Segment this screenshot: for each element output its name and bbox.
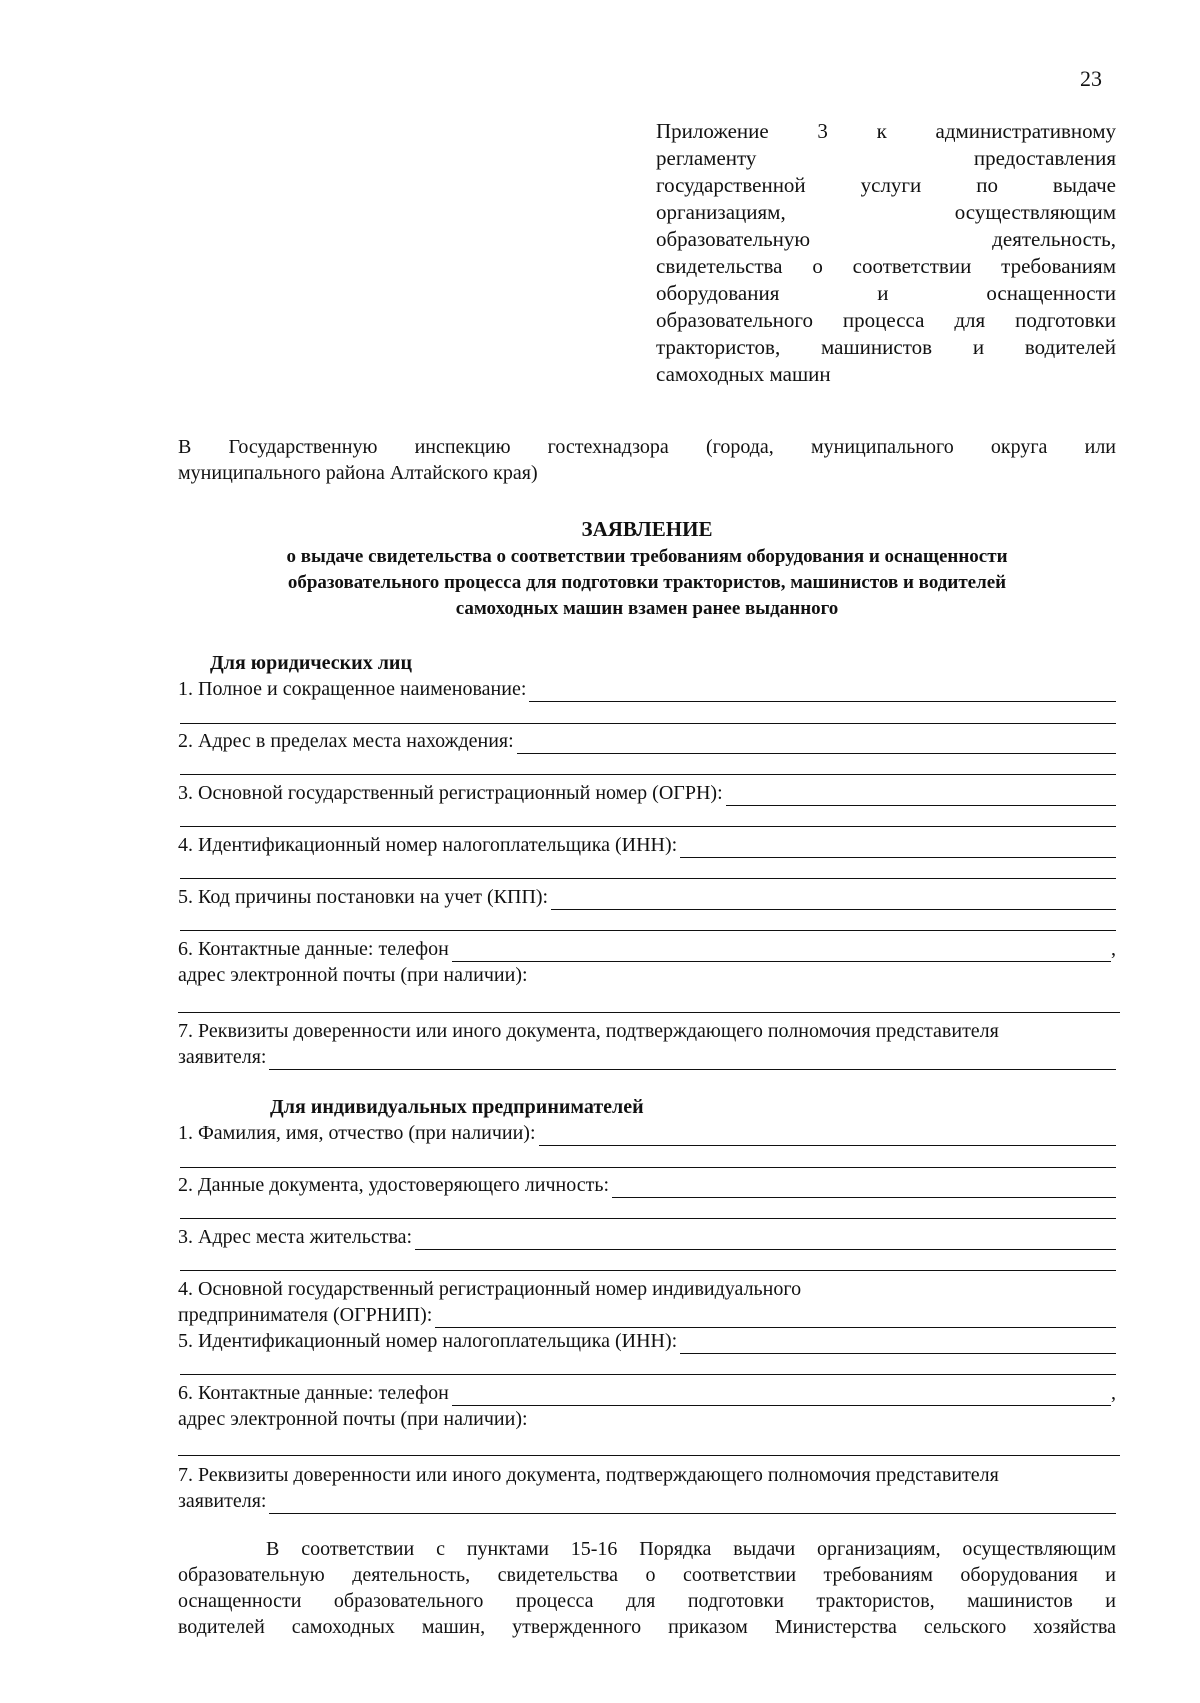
title-subtitle-line: о выдаче свидетельства о соответствии требованиям оборудования и оснащенности	[286, 546, 1008, 567]
ie-email-field[interactable]	[178, 1406, 1116, 1432]
ie-fullname-extra-line[interactable]	[180, 1167, 1116, 1168]
page-number: 23	[1080, 66, 1102, 91]
legal-address-field[interactable]	[178, 728, 1116, 754]
legal-name-input-line[interactable]	[529, 682, 1116, 702]
appendix-line: свидетельства о соответствии требованиям	[656, 254, 1116, 278]
legal-address-label: 2. Адрес в пределах места нахождения:	[178, 730, 514, 752]
legal-kpp-input-line[interactable]	[551, 890, 1116, 910]
closing-line: В соответствии с пунктами 15-16 Порядка выдачи организациям, осуществляющим	[266, 1538, 1116, 1560]
legal-address-extra-line[interactable]	[180, 774, 1116, 775]
legal-ogrn-label: 3. Основной государственный регистрационный номер (ОГРН):	[178, 782, 723, 804]
ie-ogrnip-field-cont[interactable]	[178, 1302, 1116, 1328]
appendix-line: самоходных машин	[656, 362, 831, 386]
title-main: ЗАЯВЛЕНИЕ	[581, 517, 713, 541]
legal-poa-field-cont[interactable]	[178, 1044, 1116, 1070]
ie-ogrnip-input-line[interactable]	[435, 1308, 1116, 1328]
legal-inn-label: 4. Идентификационный номер налогоплательщика (ИНН):	[178, 834, 678, 856]
legal-ogrn-input-line[interactable]	[726, 786, 1116, 806]
closing-line: образовательную деятельность, свидетельства о соответствии требованиям оборудования и	[178, 1564, 1116, 1586]
ie-id-document-extra-line[interactable]	[180, 1218, 1116, 1219]
ie-address-input-line[interactable]	[415, 1230, 1116, 1250]
addressee	[178, 434, 1116, 486]
legal-inn-field[interactable]	[178, 832, 1116, 858]
legal-phone-field[interactable]	[178, 936, 1116, 962]
ie-inn-extra-line[interactable]	[180, 1374, 1116, 1375]
legal-poa-field[interactable]	[178, 1018, 1116, 1044]
legal-name-label: 1. Полное и сокращенное наименование:	[178, 678, 527, 700]
individual-entrepreneurs-heading: Для индивидуальных предпринимателей	[270, 1096, 644, 1118]
appendix-line: трактористов, машинистов и водителей	[656, 335, 1116, 359]
legal-poa-label-cont: заявителя:	[178, 1046, 267, 1068]
legal-email-field[interactable]	[178, 962, 1116, 988]
closing-paragraph	[178, 1536, 1116, 1640]
ie-inn-input-line[interactable]	[680, 1334, 1116, 1354]
legal-kpp-extra-line[interactable]	[180, 930, 1116, 931]
appendix-line: Приложение 3 к административному	[656, 119, 1116, 143]
addressee-line: В Государственную инспекцию гостехнадзора (города, муниципального округа или	[178, 436, 1116, 458]
ie-phone-field[interactable]	[178, 1380, 1116, 1406]
legal-name-extra-line[interactable]	[180, 723, 1116, 724]
legal-ogrn-extra-line[interactable]	[180, 826, 1116, 827]
ie-email-label: адрес электронной почты (при наличии):	[178, 1408, 528, 1430]
legal-phone-input-line[interactable]	[452, 942, 1111, 962]
ie-phone-input-line[interactable]	[452, 1386, 1111, 1406]
ie-poa-field[interactable]	[178, 1462, 1116, 1488]
ie-poa-input-line[interactable]	[269, 1494, 1116, 1514]
ie-email-input-line[interactable]	[178, 1455, 1120, 1456]
title-subtitle-line: образовательного процесса для подготовки трактористов, машинистов и водителей	[287, 572, 1007, 593]
appendix-line: оборудования и оснащенности	[656, 281, 1116, 305]
legal-inn-input-line[interactable]	[680, 838, 1116, 858]
ie-id-document-input-line[interactable]	[612, 1178, 1116, 1198]
ie-phone-label: 6. Контактные данные: телефон	[178, 1382, 449, 1404]
ie-id-document-label: 2. Данные документа, удостоверяющего личность:	[178, 1174, 610, 1196]
legal-poa-label: 7. Реквизиты доверенности или иного документа, подтверждающего полномочия представителя	[178, 1020, 999, 1042]
ie-ogrnip-field[interactable]	[178, 1276, 1116, 1302]
legal-email-label: адрес электронной почты (при наличии):	[178, 964, 528, 986]
ie-poa-field-cont[interactable]	[178, 1488, 1116, 1514]
legal-kpp-label: 5. Код причины постановки на учет (КПП):	[178, 886, 549, 908]
ie-fullname-input-line[interactable]	[539, 1126, 1117, 1146]
legal-inn-extra-line[interactable]	[180, 878, 1116, 879]
legal-entities-heading: Для юридических лиц	[210, 652, 412, 674]
ie-phone-comma: ,	[1111, 1382, 1116, 1404]
ie-ogrnip-label: 4. Основной государственный регистрационный номер индивидуального	[178, 1278, 802, 1300]
ie-id-document-field[interactable]	[178, 1172, 1116, 1198]
legal-address-input-line[interactable]	[517, 734, 1116, 754]
ie-ogrnip-label-cont: предпринимателя (ОГРНИП):	[178, 1304, 433, 1326]
legal-ogrn-field[interactable]	[178, 780, 1116, 806]
ie-poa-label-cont: заявителя:	[178, 1490, 267, 1512]
closing-line: водителей самоходных машин, утвержденного приказом Министерства сельского хозяйства	[178, 1616, 1116, 1638]
legal-phone-comma: ,	[1111, 938, 1116, 960]
ie-address-field[interactable]	[178, 1224, 1116, 1250]
addressee-line: муниципального района Алтайского края)	[178, 462, 538, 484]
legal-kpp-field[interactable]	[178, 884, 1116, 910]
ie-address-extra-line[interactable]	[180, 1270, 1116, 1271]
legal-email-input-line[interactable]	[178, 1012, 1120, 1013]
ie-address-label: 3. Адрес места жительства:	[178, 1226, 413, 1248]
title-subtitle-line: самоходных машин взамен ранее выданного	[455, 598, 839, 619]
appendix-line: государственной услуги по выдаче	[656, 173, 1116, 197]
appendix-note	[656, 118, 1116, 388]
legal-phone-label: 6. Контактные данные: телефон	[178, 938, 449, 960]
appendix-line: регламенту предоставления	[656, 146, 1116, 170]
ie-poa-label: 7. Реквизиты доверенности или иного документа, подтверждающего полномочия представителя	[178, 1464, 999, 1486]
appendix-line: образовательную деятельность,	[656, 227, 1116, 251]
legal-poa-input-line[interactable]	[269, 1050, 1116, 1070]
ie-inn-label: 5. Идентификационный номер налогоплательщика (ИНН):	[178, 1330, 678, 1352]
appendix-line: организациям, осуществляющим	[656, 200, 1116, 224]
legal-name-field[interactable]	[178, 676, 1116, 702]
ie-inn-field[interactable]	[178, 1328, 1116, 1354]
closing-line: оснащенности образовательного процесса для подготовки трактористов, машинистов и	[178, 1590, 1116, 1612]
ie-fullname-field[interactable]	[178, 1120, 1116, 1146]
document-title	[178, 516, 1116, 622]
appendix-line: образовательного процесса для подготовки	[656, 308, 1116, 332]
ie-fullname-label: 1. Фамилия, имя, отчество (при наличии):	[178, 1122, 536, 1144]
